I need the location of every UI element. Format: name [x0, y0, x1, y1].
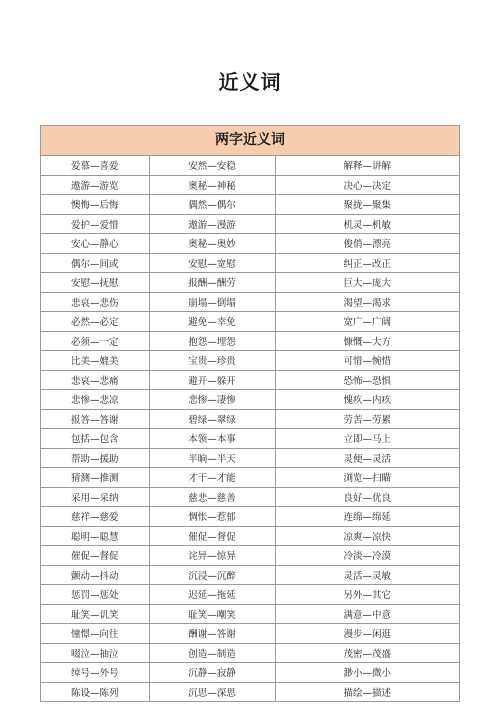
- synonym-pair-cell: 遨游—漫游: [149, 214, 275, 234]
- synonym-pair-cell: 催促—督促: [41, 546, 149, 566]
- table-row: [41, 234, 459, 254]
- synonym-pair-cell: 比美—媲美: [41, 351, 149, 371]
- synonym-pair-cell: 避免—幸免: [149, 312, 275, 332]
- synonym-pair-cell: 良好—优良: [275, 487, 459, 507]
- table-row: [41, 624, 459, 644]
- synonym-pair-cell: 陈设—陈列: [41, 682, 149, 701]
- table-row: [41, 546, 459, 566]
- synonym-pair-cell: 另外—其它: [275, 585, 459, 605]
- synonym-pair-cell: 啜泣—抽泣: [41, 643, 149, 663]
- synonym-pair-cell: 巨大—庞大: [275, 273, 459, 293]
- synonym-pair-cell: 报答—答谢: [41, 409, 149, 429]
- table-row: [41, 195, 459, 215]
- table-row: [41, 370, 459, 390]
- synonym-pair-cell: 耻笑—讥笑: [41, 604, 149, 624]
- synonym-pair-cell: 立即—马上: [275, 429, 459, 449]
- table-row: [41, 585, 459, 605]
- table-row: [41, 351, 459, 371]
- synonym-pair-cell: 半晌—半天: [149, 448, 275, 468]
- synonym-pair-cell: 报酬—酬劳: [149, 273, 275, 293]
- synonym-pair-cell: 悲惨—凄惨: [149, 390, 275, 410]
- synonym-pair-cell: 机灵—机敏: [275, 214, 459, 234]
- synonym-pair-cell: 偶尔—间或: [41, 253, 149, 273]
- synonym-pair-cell: 沉思—深思: [149, 682, 275, 701]
- synonym-pair-cell: 渺小—微小: [275, 663, 459, 683]
- table-row: [41, 429, 459, 449]
- synonym-pair-cell: 避开—躲开: [149, 370, 275, 390]
- synonym-pair-cell: 劳苦—劳累: [275, 409, 459, 429]
- synonym-table: [41, 156, 459, 701]
- table-row: [41, 312, 459, 332]
- synonym-pair-cell: 可惜—惋惜: [275, 351, 459, 371]
- synonym-pair-cell: 描绘—描述: [343, 687, 391, 699]
- synonym-pair-cell: 迟延—拖延: [149, 585, 275, 605]
- synonym-pair-cell: 憧憬—向往: [41, 624, 149, 644]
- synonym-pair-cell: 悲哀—悲痛: [41, 370, 149, 390]
- synonym-pair-cell: 采用—采纳: [41, 487, 149, 507]
- table-row: [41, 273, 459, 293]
- synonym-pair-cell: 俊俏—漂亮: [275, 234, 459, 254]
- synonym-pair-cell: 猜测—推测: [41, 468, 149, 488]
- synonym-pair-cell: 耻笑—嘲笑: [149, 604, 275, 624]
- synonym-pair-cell: 催促—督促: [149, 526, 275, 546]
- synonym-pair-cell: 奥秘—奥妙: [149, 234, 275, 254]
- synonym-pair-cell: 安然—安稳: [149, 156, 275, 175]
- synonym-pair-cell: 颤动—抖动: [41, 565, 149, 585]
- synonym-pair-cell: 纠正—改正: [275, 253, 459, 273]
- synonym-pair-cell: 惆怅—惹郁: [149, 507, 275, 527]
- synonym-pair-cell: 遨游—游览: [41, 175, 149, 195]
- synonym-pair-cell: 连绵—绵延: [275, 507, 459, 527]
- synonym-pair-cell: 聚拢—聚集: [275, 195, 459, 215]
- synonym-pair-cell: 必然—必定: [41, 312, 149, 332]
- synonym-pair-cell: 诧异—惊异: [149, 546, 275, 566]
- synonym-pair-cell: 帮助—援助: [41, 448, 149, 468]
- table-row: [41, 214, 459, 234]
- table-row: [41, 487, 459, 507]
- synonym-pair-cell: 宝贵—珍贵: [149, 351, 275, 371]
- table-row: [41, 468, 459, 488]
- section-header: 两字近义词: [41, 126, 459, 156]
- synonym-pair-cell: 惩罚—惩处: [41, 585, 149, 605]
- table-row: [41, 663, 459, 683]
- synonym-pair-cell: 凉爽—凉快: [275, 526, 459, 546]
- table-row: [41, 604, 459, 624]
- synonym-pair-cell: 悲哀—悲伤: [41, 292, 149, 312]
- synonym-pair-cell: 聪明—聪慧: [41, 526, 149, 546]
- synonym-pair-cell: 包括—包含: [41, 429, 149, 449]
- synonym-pair-cell: 沉浸—沉醉: [149, 565, 275, 585]
- table-row: [41, 643, 459, 663]
- synonym-pair-cell: 浏览—扫瞄: [275, 468, 459, 488]
- synonym-pair-cell: 满意—中意: [275, 604, 459, 624]
- synonym-pair-cell: 恐怖—恐惧: [275, 370, 459, 390]
- table-row: [41, 682, 459, 701]
- table-row: [41, 448, 459, 468]
- synonym-pair-cell: 茂密—茂盛: [275, 643, 459, 663]
- synonym-pair-cell: 安慰—宽慰: [149, 253, 275, 273]
- synonym-pair-cell: 冷淡—冷漠: [275, 546, 459, 566]
- synonym-table-body: [41, 156, 459, 701]
- synonym-pair-cell: 崩塌—倒塌: [149, 292, 275, 312]
- table-row: [41, 253, 459, 273]
- synonym-pair-cell: 绰号—外号: [41, 663, 149, 683]
- table-row: [41, 331, 459, 351]
- synonym-pair-cell: 慷慨—大方: [275, 331, 459, 351]
- synonym-pair-cell: 愧疚—内疚: [275, 390, 459, 410]
- table-row: [41, 156, 459, 175]
- synonym-pair-cell: 偶然—偶尔: [149, 195, 275, 215]
- synonym-pair-cell: 必须—一定: [41, 331, 149, 351]
- synonym-pair-cell: 创造—制造: [149, 643, 275, 663]
- synonym-pair-cell: 抱怨—埋怨: [149, 331, 275, 351]
- synonym-table-sheet: [40, 125, 460, 702]
- synonym-pair-cell: 宽广—广阔: [275, 312, 459, 332]
- synonym-pair-cell: 爱护—爱惜: [41, 214, 149, 234]
- synonym-pair-cell: 慈悲—慈善: [149, 487, 275, 507]
- synonym-pair-cell: 碧绿—翠绿: [149, 409, 275, 429]
- table-row: [41, 565, 459, 585]
- synonym-pair-cell: 慈祥—慈爱: [41, 507, 149, 527]
- synonym-pair-cell: 悲惨—悲凉: [41, 390, 149, 410]
- table-row: [41, 390, 459, 410]
- synonym-pair-cell: 安慰—抚慰: [41, 273, 149, 293]
- synonym-pair-cell: 沉静—寂静: [149, 663, 275, 683]
- synonym-pair-cell: 漫步—闲逛: [275, 624, 459, 644]
- table-row: [41, 526, 459, 546]
- synonym-pair-cell: 奥秘—神秘: [149, 175, 275, 195]
- table-row: [41, 409, 459, 429]
- synonym-pair-cell: 安心—静心: [41, 234, 149, 254]
- synonym-pair-cell: 渴望—渴求: [275, 292, 459, 312]
- table-row: [41, 292, 459, 312]
- table-row: [41, 175, 459, 195]
- synonym-pair-cell: 解释—讲解: [275, 156, 459, 175]
- synonym-pair-cell: 才干—才能: [149, 468, 275, 488]
- synonym-pair-cell: 本领—本事: [149, 429, 275, 449]
- synonym-pair-cell: 决心—决定: [275, 175, 459, 195]
- synonym-pair-cell: 懊悔—后悔: [41, 195, 149, 215]
- table-row: [41, 507, 459, 527]
- synonym-pair-cell: 酬谢—答谢: [149, 624, 275, 644]
- page-title: 近义词: [218, 70, 282, 94]
- synonym-pair-cell: 灵活—灵敏: [275, 565, 459, 585]
- synonym-pair-cell: 灵便—灵活: [275, 448, 459, 468]
- synonym-pair-cell: 爱慕—喜爱: [41, 156, 149, 175]
